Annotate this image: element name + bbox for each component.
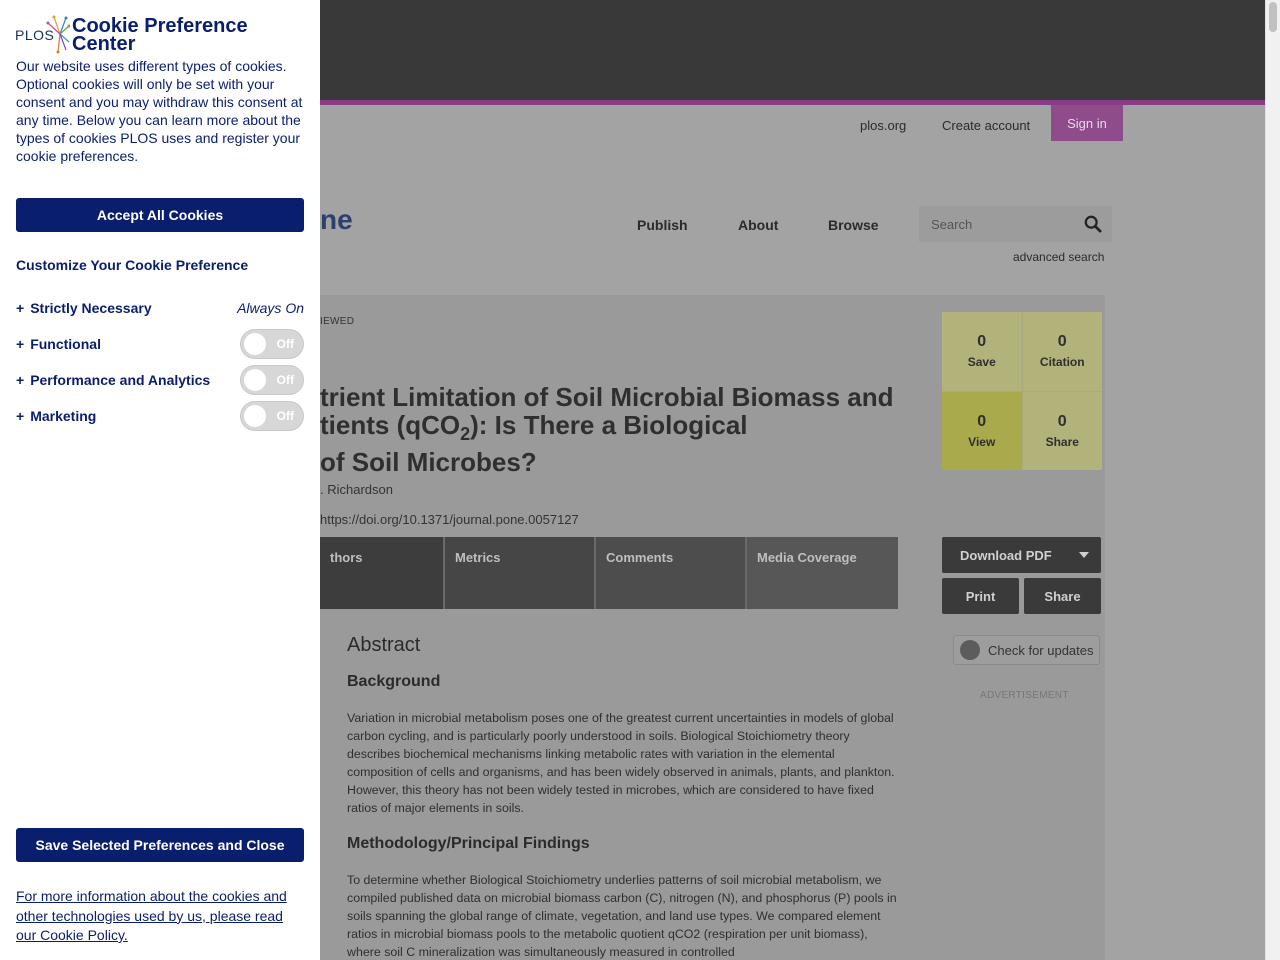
journal-logo[interactable]: ne (320, 204, 353, 235)
title-line-3: of Soil Microbes? (320, 447, 537, 478)
check-for-updates-button[interactable]: Check for updates (953, 635, 1100, 665)
search-placeholder: Search (931, 216, 973, 232)
print-button[interactable]: Print (942, 578, 1019, 614)
category-marketing[interactable]: + Marketing Off (16, 401, 304, 431)
background-text: Variation in microbial metabolism poses one of the greatest current uncertainties in models of global carbon cycling, and is particularly poorly understood in soils. Biological Stoichiometry theory describes biochemical mechanisms linking metabolic rates with variation in the elemental composition of cells and organisms, and has been widely observed in animals, plants, and plankton. However, this theory has not been widely tested in microbes, which are considered to have fixed ratios of major elements in soils. (347, 711, 895, 815)
download-pdf-button[interactable]: Download PDF (942, 537, 1101, 573)
cookie-preference-panel (0, 0, 320, 960)
scrollbar-thumb[interactable] (1269, 2, 1277, 32)
title-line-1: trient Limitation of Soil Microbial Biomass and (320, 382, 894, 412)
save-preferences-button[interactable]: Save Selected Preferences and Close (16, 828, 304, 862)
chevron-down-icon[interactable] (1079, 552, 1089, 558)
search-input[interactable] (919, 206, 1112, 242)
findings-heading: Methodology/Principal Findings (347, 835, 590, 852)
plus-icon: + (16, 408, 25, 424)
article-title (320, 383, 920, 476)
cookie-description: Our website uses different types of cookies. Optional cookies will only be set with your consent and you may withdraw this consent at any time. Below you can learn more about the types of cookies PLOS uses and register your cookie preferences. (16, 58, 303, 164)
accept-all-cookies-button[interactable]: Accept All Cookies (16, 198, 304, 232)
category-strictly-necessary[interactable]: + Strictly Necessary Always On (16, 300, 304, 316)
plus-icon: + (16, 336, 25, 352)
plus-icon: + (16, 372, 25, 388)
always-on-label: Always On (237, 300, 304, 316)
plos-org-link[interactable]: plos.org (860, 118, 907, 133)
category-functional[interactable]: + Functional Off (16, 329, 304, 359)
sign-in-button[interactable]: Sign in (1051, 105, 1123, 141)
cookie-panel-title: Cookie Preference Center (72, 15, 248, 55)
page-margin (1105, 295, 1265, 960)
author-list[interactable]: . Richardson (320, 482, 393, 497)
tab-media-coverage[interactable]: Media Coverage (747, 537, 898, 609)
background-heading: Background (347, 673, 441, 690)
metric-save[interactable]: 0 Save (942, 312, 1022, 391)
performance-toggle[interactable]: Off (240, 365, 304, 395)
plos-logo-text: PLOS (15, 27, 55, 43)
metric-citation[interactable]: 0 Citation (1023, 312, 1103, 391)
share-button[interactable]: Share (1024, 578, 1101, 614)
abstract-heading: Abstract (347, 634, 421, 656)
search-icon[interactable] (1084, 215, 1102, 233)
metric-share[interactable]: 0 Share (1023, 392, 1103, 471)
nav-browse[interactable]: Browse (828, 217, 879, 233)
nav-publish[interactable]: Publish (637, 217, 688, 233)
peer-reviewed-label: IEWED (320, 316, 355, 327)
create-account-link[interactable]: Create account (942, 118, 1031, 133)
advertisement-label: ADVERTISEMENT (980, 690, 1069, 701)
category-performance-analytics[interactable]: + Performance and Analytics Off (16, 365, 304, 395)
article-tabs (320, 537, 898, 609)
tab-metrics[interactable]: Metrics (445, 537, 596, 609)
findings-text: To determine whether Biological Stoichiometry underlies patterns of soil microbial metabolism, we compiled published data on microbial biomass carbon (C), nitrogen (N), and phosphorus (P) pools in soils spanning the global range of climate, vegetation, and land use types. We compared element ratios in microbial biomass pools to the metabolic quotient qCO2 (respiration per unit biomass), where soil C mineralization was simultaneously measured in controlled (347, 873, 897, 959)
tab-authors[interactable]: thors (320, 537, 445, 609)
functional-toggle[interactable]: Off (240, 329, 304, 359)
crossmark-icon (960, 640, 980, 660)
tab-comments[interactable]: Comments (596, 537, 747, 609)
article-metrics (942, 312, 1102, 470)
marketing-toggle[interactable]: Off (240, 401, 304, 431)
nav-about[interactable]: About (738, 217, 779, 233)
doi-link[interactable]: https://doi.org/10.1371/journal.pone.0057127 (320, 512, 579, 527)
page-scrollbar[interactable] (1265, 0, 1280, 960)
plus-icon: + (16, 300, 25, 316)
customize-heading: Customize Your Cookie Preference (16, 257, 249, 273)
advanced-search-link[interactable]: advanced search (1013, 250, 1105, 264)
metric-view[interactable]: 0 View (942, 392, 1022, 471)
cookie-policy-link[interactable]: For more information about the cookies and other technologies used by us, please read our Cookie Policy. (16, 888, 287, 943)
title-line-2: tients (qCO$_2$): Is There a Biological (320, 410, 748, 445)
